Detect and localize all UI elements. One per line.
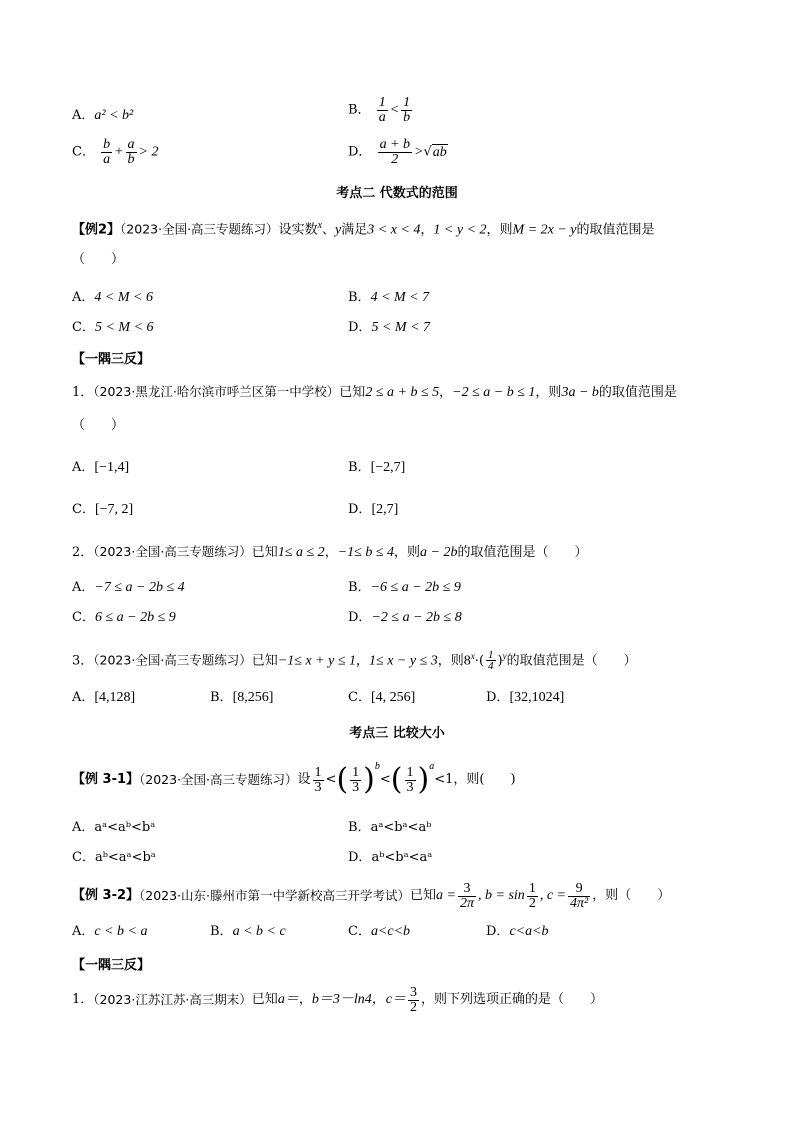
example-3-1-option-b: B．aᵃ<bᵃ<aᵇ	[348, 820, 432, 835]
example-3-2-option-a: A．c < b < a	[72, 924, 148, 939]
practice-1-option-a: A．[−1,4]	[72, 460, 130, 475]
example-3-2-option-c: C．a<c<b	[348, 924, 411, 939]
q0-option-d: D． $\frac{a + b}{2}$ >√ab	[348, 137, 447, 167]
example-2-stem: 【例2】（2023·全国·高三专题练习）设实数$^x$、y满足3 < x < 4，1 < y < 2，则M = 2x − y的取值范围是	[72, 220, 655, 238]
example-2-option-b: B．4 < M < 7	[348, 290, 430, 305]
example-3-1-option-c: C．aᵇ<aᵃ<bᵃ	[72, 850, 156, 865]
practice-2-option-b: B．−6 ≤ a − 2b ≤ 9	[348, 580, 461, 595]
example-3-2-stem: 【例 3-2】（2023·山东·滕州市第一中学新校高三开学考试）已知a = $\frac{3}{2\pi}$ , b = sin $\frac{1}{2}$ , c = $\frac{9}{\text{4π²}}$ ，则（ ）	[72, 880, 671, 911]
example-2-option-d: D．5 < M < 7	[348, 320, 430, 335]
practice-1-stem: 1．（2023·黑龙江·哈尔滨市呼兰区第一中学校）已知2 ≤ a + b ≤ 5，−2 ≤ a − b ≤ 1，则3a − b的取值范围是	[72, 384, 677, 400]
practice-heading-1: 【一隅三反】	[72, 352, 151, 367]
practice-3-option-c: C．[4, 256]	[348, 690, 416, 705]
practice-3-option-b: B．[8,256]	[210, 690, 274, 705]
example-2-blank: （ ）	[72, 252, 125, 267]
practice-heading-2: 【一隅三反】	[72, 958, 151, 973]
practice-4-stem: 1．（2023·江苏江苏·高三期末）已知a＝，b＝3－ln4，c＝ $\frac{3}{2}$ ，则下列选项正确的是（ ）	[72, 984, 603, 1015]
q0-option-b: B． $\frac{1}{a}$ < $\frac{1}{b}$	[348, 95, 411, 125]
example-3-1-option-d: D．aᵇ<bᵃ<aᵃ	[348, 850, 433, 865]
practice-2-stem: 2．（2023·全国·高三专题练习）已知1≤ a ≤ 2，−1≤ b ≤ 4，则a − 2b的取值范围是（ ）	[72, 544, 588, 560]
example-2-option-c: C．5 < M < 6	[72, 320, 154, 335]
section-title-3: 考点三 比较大小	[349, 726, 445, 741]
practice-1-option-d: D．[2,7]	[348, 502, 399, 517]
practice-2-option-a: A．−7 ≤ a − 2b ≤ 4	[72, 580, 185, 595]
q0-option-c: C． $\frac{b}{a}$ + $\frac{a}{b}$ > 2	[72, 137, 159, 167]
practice-2-option-c: C．6 ≤ a − 2b ≤ 9	[72, 610, 176, 625]
practice-1-option-c: C．[−7, 2]	[72, 502, 134, 517]
practice-3-option-d: D．[32,1024]	[486, 690, 565, 705]
example-3-2-option-d: D．c<a<b	[486, 924, 549, 939]
example-3-1-option-a: A．aᵃ<aᵇ<bᵃ	[72, 820, 156, 835]
section-title-2: 考点二 代数式的范围	[336, 186, 458, 201]
practice-3-stem: 3．（2023·全国·高三专题练习）已知−1≤ x + y ≤ 1，1≤ x − y ≤ 3，则$8^x\cdot$( $\frac{1}{4}$ )$^y$的取值范围是（ ）	[72, 649, 637, 673]
example-2-option-a: A．4 < M < 6	[72, 290, 153, 305]
q0-option-a: A．a² < b²	[72, 108, 134, 123]
example-3-1-stem: 【例 3-1】（2023·全国·高三专题练习）设 $\frac{1}{3}$ <( $\frac{1}{3}$ )$^b$<( $\frac{1}{3}$ )$^a$<1，则( )	[72, 761, 516, 797]
practice-1-option-b: B．[−2,7]	[348, 460, 406, 475]
practice-2-option-d: D．−2 ≤ a − 2b ≤ 8	[348, 610, 462, 625]
example-3-2-option-b: B．a < b < c	[210, 924, 286, 939]
practice-3-option-a: A．[4,128]	[72, 690, 136, 705]
practice-1-blank: （ ）	[72, 418, 125, 433]
